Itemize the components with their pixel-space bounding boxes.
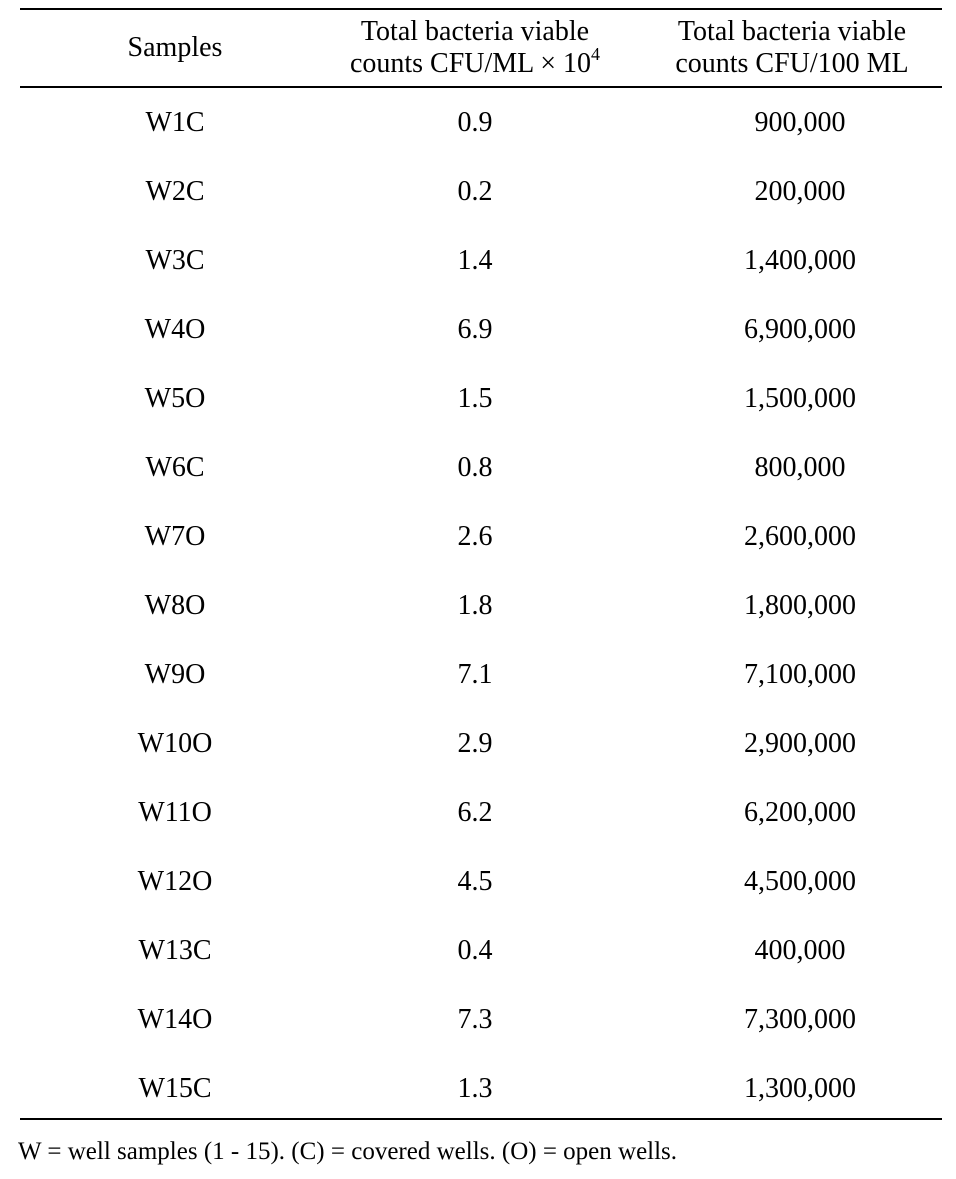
count-per-ml-cell: 4.5 [457, 865, 493, 897]
sample-cell: W11O [138, 796, 212, 828]
header-count-per-ml [320, 10, 630, 86]
count-per-100ml-cell: 6,200,000 [744, 796, 856, 828]
table-row [20, 640, 942, 709]
table-row [20, 847, 942, 916]
table-row [20, 1054, 942, 1123]
sample-cell: W12O [137, 865, 213, 897]
count-per-100ml-cell: 800,000 [754, 451, 846, 483]
count-per-ml-cell: 0.2 [457, 175, 493, 207]
header-count-per-100ml-line1: Total bacteria viable [677, 16, 907, 47]
count-per-ml-cell: 2.6 [457, 520, 493, 552]
table-row [20, 916, 942, 985]
count-per-ml-cell: 1.3 [457, 1072, 493, 1104]
count-per-ml-cell: 7.1 [457, 658, 493, 690]
table-row [20, 778, 942, 847]
sample-cell: W9O [144, 658, 206, 690]
sample-cell: W1C [145, 106, 205, 138]
header-count-per-100ml-line2: counts CFU/100 ML [675, 48, 909, 79]
count-per-100ml-cell: 7,300,000 [744, 1003, 856, 1035]
count-per-100ml-cell: 2,900,000 [744, 727, 856, 759]
header-samples: Samples [127, 32, 223, 63]
count-per-ml-cell: 6.2 [457, 796, 493, 828]
table-footnote: W = well samples (1 - 15). (C) = covered wells. (O) = open wells. [18, 1138, 678, 1165]
exponent: 4 [591, 43, 601, 64]
count-per-ml-cell: 1.8 [457, 589, 493, 621]
table-row [20, 226, 942, 295]
table-row [20, 295, 942, 364]
table-body [20, 88, 942, 1123]
sample-cell: W5O [144, 382, 206, 414]
bottom-rule [20, 1118, 942, 1120]
sample-cell: W2C [145, 175, 205, 207]
header-count-per-100ml [642, 10, 942, 86]
sample-cell: W10O [137, 727, 213, 759]
count-per-100ml-cell: 1,500,000 [744, 382, 856, 414]
count-per-ml-cell: 6.9 [457, 313, 493, 345]
count-per-ml-cell: 7.3 [457, 1003, 493, 1035]
count-per-ml-cell: 0.9 [457, 106, 493, 138]
sample-cell: W3C [145, 244, 205, 276]
sample-cell: W14O [137, 1003, 213, 1035]
count-per-100ml-cell: 7,100,000 [744, 658, 856, 690]
count-per-ml-cell: 0.4 [457, 934, 493, 966]
count-per-ml-cell: 2.9 [457, 727, 493, 759]
count-per-100ml-cell: 200,000 [754, 175, 846, 207]
sample-cell: W8O [144, 589, 206, 621]
table-row [20, 88, 942, 157]
sample-cell: W4O [144, 313, 206, 345]
count-per-100ml-cell: 400,000 [754, 934, 846, 966]
table-row [20, 364, 942, 433]
table-row [20, 709, 942, 778]
count-per-100ml-cell: 1,800,000 [744, 589, 856, 621]
table-header [20, 10, 942, 86]
table-row [20, 502, 942, 571]
header-count-per-ml-line2: counts $CFU/ML \times 10^4$ [349, 43, 601, 79]
sample-cell: W7O [144, 520, 206, 552]
sample-cell: W6C [145, 451, 205, 483]
sample-cell: W13C [138, 934, 212, 966]
header-count-per-ml-line1: Total bacteria viable [360, 16, 590, 47]
count-per-100ml-cell: 4,500,000 [744, 865, 856, 897]
count-per-100ml-cell: 2,600,000 [744, 520, 856, 552]
count-per-100ml-cell: 900,000 [754, 106, 846, 138]
count-per-100ml-cell: 1,400,000 [744, 244, 856, 276]
count-per-ml-cell: 1.4 [457, 244, 493, 276]
table-row [20, 157, 942, 226]
count-per-ml-cell: 1.5 [457, 382, 493, 414]
table-row [20, 571, 942, 640]
table-row [20, 433, 942, 502]
count-per-100ml-cell: 6,900,000 [744, 313, 856, 345]
table-row [20, 985, 942, 1054]
count-per-ml-cell: 0.8 [457, 451, 493, 483]
sample-cell: W15C [138, 1072, 212, 1104]
count-per-100ml-cell: 1,300,000 [744, 1072, 856, 1104]
